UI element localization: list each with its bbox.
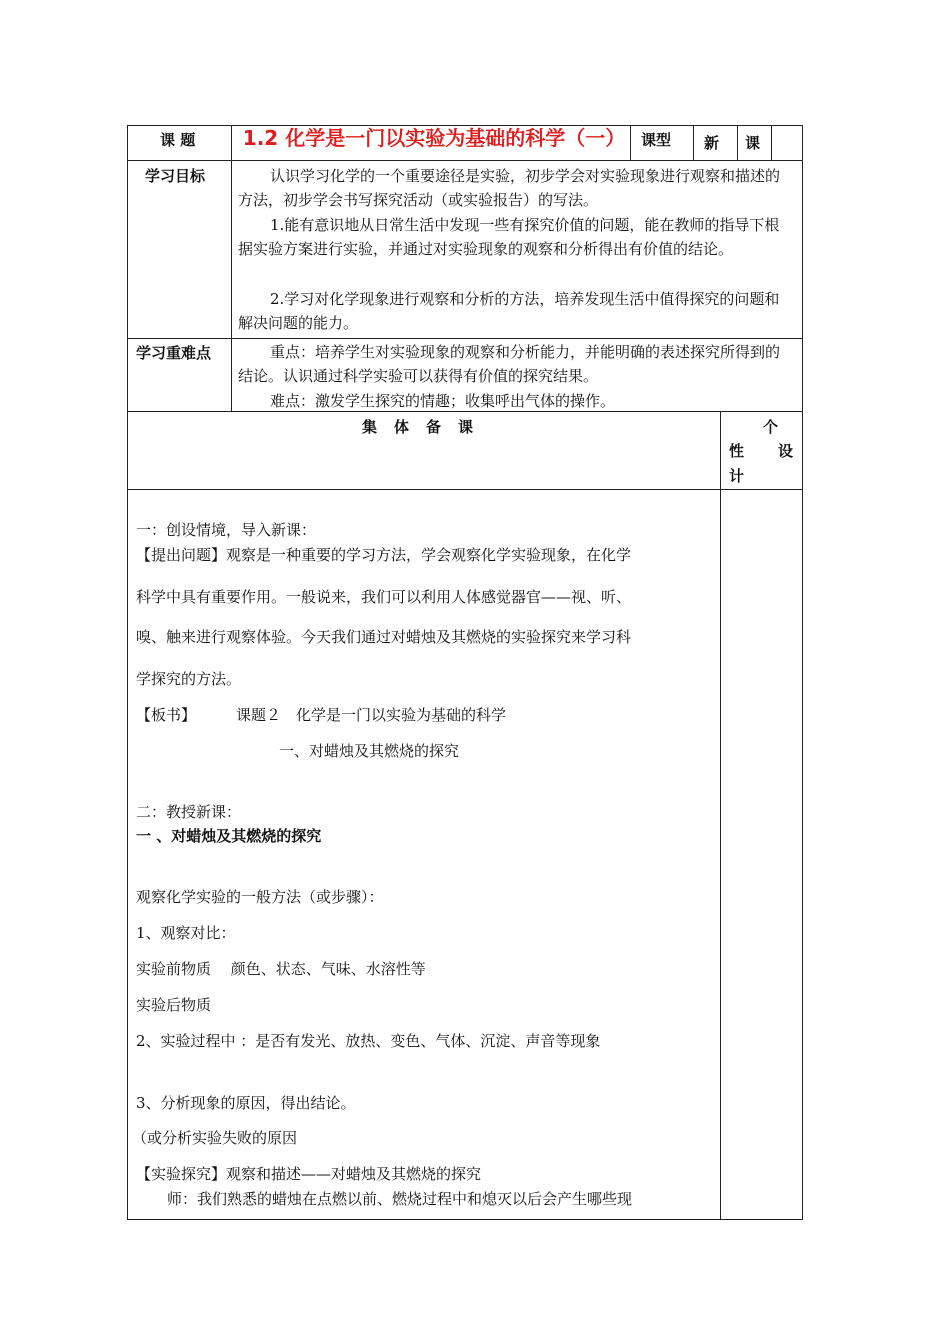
table-border-left: [127, 125, 128, 1220]
col-divider-period: [737, 125, 738, 160]
objectives-paragraph-3: 2.学习对化学现象进行观察和分析的方法，培养发现生活中值得探究的问题和解决问题的能力。: [238, 290, 780, 332]
personal-design-char-2a: 性: [729, 442, 745, 460]
topic-label: 课 题: [160, 131, 196, 149]
col-divider-type: [630, 125, 631, 160]
personal-design-char-3: 计: [729, 467, 745, 485]
objectives-paragraph-1: 认识学习化学的一个重要途径是实验，初步学会对实验现象进行观察和描述的方法，初步学会书写探究活动（或实验报告）的写法。: [238, 167, 781, 209]
period-cell: [743, 126, 767, 160]
col-divider-personal: [720, 411, 721, 1219]
board-line-1: 课题２ 化学是一门以实验为基础的科学: [236, 706, 507, 724]
type-value-cell: [702, 126, 726, 160]
step-3-note: （或分析实验失败的原因: [132, 1129, 298, 1147]
teacher-line: 师：我们熟悉的蜡烛在点燃以前、燃烧过程中和熄灭以后会产生哪些现: [167, 1190, 633, 1208]
section-1-heading: 一 、对蜡烛及其燃烧的探究: [136, 827, 322, 845]
board-label: 【板书】: [136, 706, 197, 724]
step-3: 3、分析现象的原因，得出结论。: [136, 1094, 356, 1112]
col-divider-label: [231, 125, 232, 411]
type-label: 课型: [641, 131, 672, 149]
personal-design-char-1: 个: [763, 418, 779, 436]
collective-prep-heading: 集 体 备 课: [362, 418, 475, 436]
question-line-3: 嗅、触来进行观察体验。今天我们通过对蜡烛及其燃烧的实验探究来学习科: [136, 628, 632, 646]
method-heading: 观察化学实验的一般方法（或步骤）：: [136, 888, 384, 906]
row-divider-objectives: [127, 338, 803, 339]
table-border-bottom: [127, 1219, 803, 1220]
col-divider-period-value: [771, 125, 772, 160]
keypoints-paragraph-1: 重点：培养学生对实验现象的观察和分析能力，并能明确的表述探究所得到的结论。认识通过科学实验可以获得有价值的探究结果。: [238, 343, 781, 385]
step-1: 1、观察对比：: [136, 924, 236, 942]
intro-heading: 一：创设情境，导入新课：: [136, 521, 317, 539]
teach-heading: 二：教授新课：: [136, 803, 242, 821]
lesson-title: 1.2 化学是一门以实验为基础的科学（一）: [242, 126, 626, 150]
keypoints-label: 学习重难点: [136, 344, 212, 362]
row-divider-section: [127, 489, 803, 490]
objectives-paragraph-2: 1.能有意识地从日常生活中发现一些有探究价值的问题，能在教师的指导下根据实验方案进行实验，并通过对实验现象的观察和分析得出有价值的结论。: [238, 216, 780, 258]
type-value: 新: [704, 134, 720, 152]
table-border-right: [802, 125, 803, 1220]
objectives-label: 学习目标: [145, 167, 206, 185]
question-line-2: 科学中具有重要作用。一般说来，我们可以利用人体感觉器官——视、听、: [136, 588, 632, 606]
question-line-4: 学探究的方法。: [136, 670, 242, 688]
question-line-1: 【提出问题】观察是一种重要的学习方法，学会观察化学实验现象，在化学: [136, 546, 632, 564]
keypoints-paragraph-2: 难点：激发学生探究的情趣；收集呼出气体的操作。: [270, 392, 616, 410]
board-line-2: 一、对蜡烛及其燃烧的探究: [279, 742, 460, 760]
step-2: 2、实验过程中 ：是否有发光、放热、变色、气体、沉淀、声音等现象: [136, 1032, 601, 1050]
period-label: 课: [745, 134, 761, 152]
personal-design-char-2b: 设: [778, 442, 794, 460]
row-divider-header: [127, 160, 803, 161]
experiment-exploration: 【实验探究】观察和描述——对蜡烛及其燃烧的探究: [136, 1165, 482, 1183]
after-experiment: 实验后物质: [136, 996, 212, 1014]
col-divider-type-value: [693, 125, 694, 160]
before-experiment: 实验前物质 颜色、状态、气味、水溶性等: [136, 960, 426, 978]
